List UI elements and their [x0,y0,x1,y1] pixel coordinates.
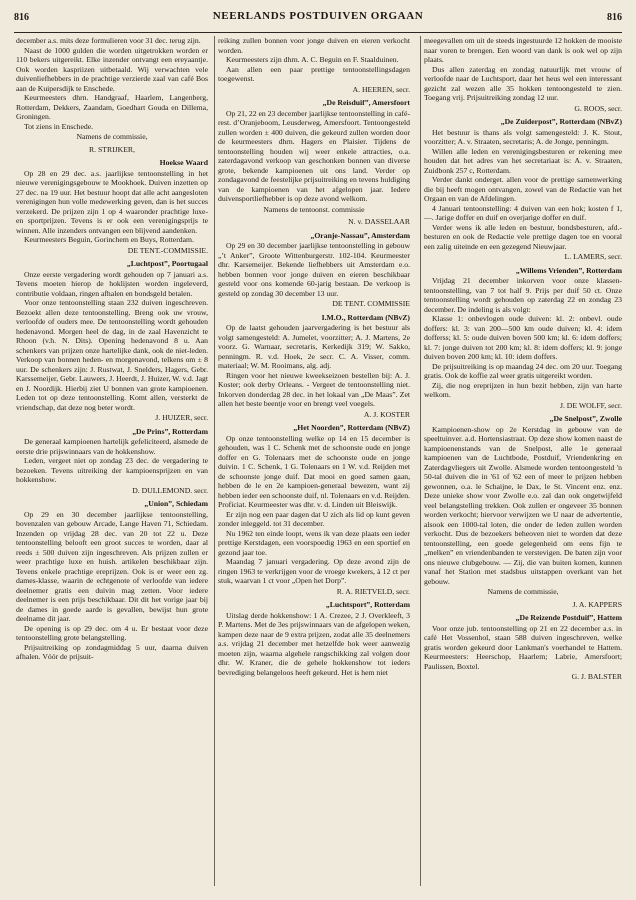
section-heading: „De Snelpost”, Zwolle [549,414,622,423]
paragraph: Keurmeesters zijn dhrn. A. C. Beguin en F. Staalduinen. [226,55,399,64]
page-number-left: 816 [14,12,29,23]
paragraph: De prijsuitreiking is op maandag 24 dec. om 20 uur. Toegang gratis. Ook de koffie zal weer gratis uitgereikt worden. [424,361,622,380]
section-heading: I.M.O., Rotterdam (NBvZ) [321,312,410,322]
paragraph: Ringen voor het nieuwe kweekseizoen bestellen bij: A. J. Koster; ook derby Orleans. - Vergeet de tentoonstelling niet. Inkorven donderdag 28 dec. in het lokaal van „De Maas”. Zet allen het beste beentje voor en brengt veel voegels. [218,370,410,408]
paragraph: Leden, vergeet niet op zondag 23 dec. de vergadering te bezoeken. Tevens uitreiking der kampioensprijzen en van hokkenshow. [16,456,208,484]
section-heading: „De Reizende Postduif”, Hattem [515,613,622,622]
section-heading: „De Reisduif”, Amersfoort [322,98,410,107]
paragraph: Het bestuur is thans als volgt samengesteld: J. K. Stout, voorzitter; A. v. Straaten, secretaris; A. de Jonge, penningm. [424,127,622,146]
signature-name: R. A. RIETVELD, secr. [336,586,410,596]
paragraph: Op onze tentoonstelling welke op 14 en 15 december is gehouden, was 1 C. Schenk met de schoonste oude en jonge doffer en G. Tolenaars met de schoonste oude en jonge duivin. 1 C. Schenk, 1 G. Tolenaars en 1 W. v.d. Reijden met de schoonste jonge duif. Dat mooi en goed samen gaan, hebben de le en 2e kampioen-generaal bewezen, want zij hebben ieder een schoonste duif, nl. Tolenaars en v.d. Reijden. Proficiat. Keurmeester was dhr. v. d. Linden uit Bleiswijk. [218,433,410,509]
section-heading: „De Prins”, Rotterdam [132,426,208,436]
paragraph: Dus allen zaterdag en zondag natuurlijk met vrouw of verloofde naar de Luchtsport, daar het heus wel een interessant gezicht zal wezen alle 35 hokken tentoongesteld te zien. Toegang vrij. Prijsuitreiking zondag 12 uur. [424,64,622,102]
paragraph: Nu 1962 ten einde loopt, wens ik van deze plaats een ieder prettige Kerstdagen, een voorspoedig 1963 en een sportief en gezond jaar toe. [218,528,410,557]
section-heading: „Willems Vrienden”, Rotterdam [515,265,622,275]
page-number-right: 816 [607,12,622,23]
paragraph: Er zijn nog een paar dagen dat U zich als lid op kunt geven zonder inleggeld. tot 31 december. [218,509,410,528]
paragraph: Prijsuitreiking op zondagmiddag 5 uur, daarna duiven afhalen. Vóór de prijsuit- [16,642,208,661]
column-2 [218,36,410,677]
signature-name: G. J. BALSTER [571,672,622,681]
signature-name: A. J. KOSTER [363,409,410,419]
section-heading: „Luchtsport”, Rotterdam [325,600,410,609]
signature-line: Namens de tentoonst. commissie [263,204,365,214]
signature-name: J. HUIZER, secr. [155,413,208,422]
paragraph: december a.s. mits deze formulieren voor 31 dec. terug zijn. [16,36,201,45]
paragraph: De opening is op 29 dec. om 4 u. Er bestaat voor deze tentoonstelling grote belangstelling. [16,623,208,642]
paragraph: Keurmeesters dhrn. Handgraaf, Haarlem, Langenberg, Rotterdam, Dekkers, Zaandam, Goedhart Gouda en Dillema, Groningen. [16,93,208,121]
paragraph: Onze eerste vergadering wordt gehouden op 7 januari a.s. Tevens moeten hierop de hoklijsten worden ingeleverd, contributie voldaan, ringen afhalen en bondsgeld betalen. [16,269,208,298]
paragraph: Vrijdag 21 december inkorven voor onze klassen-tentoonstelling, van 7 tot half 9. Prijs per duif 50 ct. Onze tentoonstelling wordt gehouden op zaterdag 22 en zondag 23 december. De indeling is als volgt: [424,276,622,314]
paragraph: Op 21, 22 en 23 december jaarlijkse tentoonstelling in café-rest. d’Oranjeboom, Leusderweg, Amersfoort. Tentoongesteld zullen worden ± 400 duiven, die gekeurd zullen worden door de keurmeesters dhrn. Hagers en Plaisier. Tijdens de tentoonstelling houden wij weer enkele attracties, o.a. zaterdagavond verkoop van geschonken bonnen van diverse grote, bekende kampioenen uit ons land. Verder op zondagavond de feestelijke prijsuitreiking en tevens huldiging van de kampioenen van het afgelopen jaar. Iedere duivensportliefhebber is op deze avond welkom. [218,108,411,203]
paragraph: Verder wens ik alle leden en bestuur, bondsbesturen, afd.-besturen en ook de Redactie vele prettige dagen toe en vooral een zalig uiteinde en een gezegend Nieuwjaar. [424,222,622,251]
paragraph: 4 Januari tentoonstelling: 4 duiven van een hok; kosten f 1,—. Jarige doffer en duif en overjarige doffer en duif. [424,203,622,222]
section-heading: „De Zuiderpost”, Rotterdam (NBvZ) [500,117,622,126]
paragraph: Keurmeesters Beguin, Gorinchem en Buys, Rotterdam. [24,235,194,244]
section-heading: „Het Noorden”, Rotterdam (NBvZ) [293,423,410,432]
paragraph: Naast de 1000 gulden die worden uitgetrokken worden er 110 bekers uitgereikt. Elke inzender ontvangt een ereyaantje. Ook worden kaspriizen uitbetaald. Wij verwachten vele duivenliefhebbers in de prachtige verzierde zaal van café Bos aan de Kuipersdijk te Enschede. [16,45,208,93]
paragraph: meegevallen om uit de steeds ingestuurde 12 hokken de mooiste naar voren te brengen. Een woord van dank is ook wel op zijn plaats. [424,36,622,64]
paragraph: Klasse 1: onbevlogen oude duiven: kl. 2: onbevl. oude doffers: kl. 3: van 200—500 km oude duiven; kl. 4: idem dofferss; kl. 5: oude duiven boven 500 km; kl. 6: idem doffers; kl. 7: jonge duiven tot 200 km; kl. 8: idem doffers; kl. 9: jonge duiven boven 200 km; kl. 10: idem doffers. [424,314,622,361]
signature-name: DE TENT.-COMMISSIE. [127,245,208,255]
signature-name: N. v. DASSELAAR [348,217,410,226]
signature-line: Namens de commissie, [76,132,148,141]
paragraph: Voor onze tentoonstelling staan 232 duiven ingeschreven. Bezoekt allen deze tentoonstelling. Breng ook uw vrouw, verloofde of ouders mee. De tentoonstelling wordt gehouden hedenavond. Morgen heel de dag, in de zaal Havenzicht te Rhoon (v.h. N. Dits). Opening hedenavond 8 u. Aan schenkers van prijzen onze hartelijke dank, ook de niet-leden. Verkoop van bonnen heden- en morgenavond, telkens om ± 8 uur. De schenkers zijn: J. Rustwat, J. Snelders, Hagers, Gebr. Karssemeijer, Gebr. Lauwers, J. Heerdt, J. Huizer, W. v.d. Jagt en J. Noordijk. Hierbij ziet U bonnen van grote kampioenen. Leden tot op deze tentoonstelling. Komt allen, versterkt de vriendschap, dat deze nog beter wordt. [16,298,208,412]
paragraph: Willen alle leden en verenigingsbesturen er rekening mee houden dat het adres van het secretariaat is: A. v. Straaten, Zuidbonk 257 c, Rotterdam. [424,146,622,175]
paragraph: Tot ziens in Enschede. [24,121,94,131]
section-heading: „Luchtpost”, Poortugaal [126,259,208,268]
paragraph: Kampioenen-show op 2e Kerstdag in gebouw van de speeltuinver. a.d. Hortensiastraat. Op deze show komen naast de kampioenenstands van de Snelpost, alle 1e generaal kampioenen van de Luchtbode, Postduif, Vriendenkring en Zaterdagvliegers uit Zwolle. Alsmede worden tentoongesteld 'n 50-tal duiven die in '61 of '62 een of meer le prijzen hebben gewonnen, o.a. le Schaijne, le Dax, le St. Vincent enz. enz. Deze unieke show voor Zwolle e.o. zal dan ook ongetwijfeld veel belangstelling trekken. Ook zullen er ongeveer 35 bonnen worden verkocht; hiervoor verwijzen we U naar de advertentie, alsook een 1000-tal loten, die onder de leden zullen worden verkocht. Dus de bezoekers beheoven niet te worden dat deze tentoonstelling, een goede gelegenheid om eens fijn te „melken” en vriendenbanden te verstevigen. De baten zijn voor ons nieuwe clubgebouw. — Zij, die van buiten komen, kunnen vanaf het Station met stadsbus uitstappen overkant van het gebouw. [424,424,622,586]
paragraph: Maandag 7 januari vergadering. Op deze avond zijn de ringen 1963 te verkrijgen voor de vroege kwekers, à 12 ct per stuk, waarvan 1 ct voor „Open het Dorp”. [218,557,410,585]
signature-name: J. DE WOLFF, secr. [559,400,622,410]
signature-name: A. HEEREN, secr. [352,84,410,94]
signature-name: L. LAMERS, secr. [564,252,622,261]
signature-line: Namens de commissie, [487,587,559,596]
signature-name: J. A. KAPPERS [572,599,622,609]
paragraph: Op 29 en 30 december jaarlijkse tentoonstelling, bovenzalen van gebouw Arcade, Lange Haven 71, Schiedam. Inzenden op vrijdag 28 dec. van 20 tot 22 u. Deze tentoonstelling belooft een groot succes te worden, daar al reeds ± 500 duiven zijn ingeschreven. Als prijzen zullen er weer prachtige luxe en huish. artikelen beschikbaar zijn. Tevens enkele prachtige ereprijzen. Ook is er weer een zg. dames-klasse, waarin de echtgenote of verloofde van iedere deelnemer gratis een duivin mag zetten. Voor iedere deelnemer is een prijs beschikbaar. Dit dit het vorige jaar bij de dames in goede aarde is gevallen, bewijst hun grote deelname dit jaar. [16,509,208,623]
column-divider [420,36,421,886]
signature-name: R. STRIJKER, [89,144,135,154]
paragraph: Zij, die nog ereprijzen in hun bezit hebben, zijn van harte welkom. [424,380,622,399]
paragraph: Op 29 en 30 december jaarlijkse tentoonstelling in gebouw „’t Anker”, Groote Wittenburgerstr. 102-104. Keurmeester dhr. Karsemeijer. Bekende liefhebbers uit Amsterdam e.o. hebben bonnen voor jonge duiven en eieren beschikbaar gesteld voor ons komende 60-jarig bestaan. De verkoop is gesteld op zondag 30 december 13 uur. [218,241,410,298]
column-3 [424,36,622,685]
page-header [14,10,622,33]
section-heading: „Oranje-Nassau”, Amsterdam [310,230,410,240]
paragraph: reiking zullen bonnen voor jonge duiven en eieren verkocht worden. [218,36,410,55]
paragraph: Op de laatst gehouden jaarvergadering is het bestuur als volgt samengesteld: A. Jumelet, voorzitter; A. J. Martens, 2e voorz. G. Warnaar, secretaris, Kerkedijk 319; W. Sakko, penningm. R. v.d. Hoek, 2e secr. C. A. Visser, comm. materiaal; W. M. Rooimans, alg. adj. [218,323,410,370]
journal-title: NEERLANDS POSTDUIVEN ORGAAN [212,10,424,22]
paragraph: Voor onze jub. tentoonstelling op 21 en 22 december a.s. in café Het Vossenhol, staan 588 duiven ingeschreven, welke gratis worden gekeurd door Lankman's voerhandel te Hattem. Keurmeesters: Heerschop, Haarlem; Labrie, Amersfoort; Paulissen, Boxtel. [424,623,622,671]
paragraph: Aan allen een paar prettige tentoonstellingsdagen toegewenst. [218,64,410,83]
paragraph: Uitslag derde hokkenshow: 1 A. Crezee, 2 J. Overkleeft, 3 P. Martens. Met de 3es prijswinnaars van de afgelopen weken, kampen deze naar de 9 extra prijzen, zodat alle 35 deelnemers a.s. vrijdag 21 december met hetzelfde hok weer aanwezig moeten zijn, waarna algehele rangschikking zal volgen door dhr. W. Kraner, die de gehele hokkenshow tot ieders bevrediging belangeloos heeft gekeurd. Het is hem niet [218,610,410,677]
article-columns [16,36,622,886]
signature-name: D. DULLEMOND. secr. [132,485,208,495]
paragraph: Verder dankt onderget. allen voor de prettige samenwerking die bij heeft mogen ontvangen, zowel van de Redactie van het Orgaan en van de Afdelingen. [424,175,622,203]
paragraph: Op 28 en 29 dec. a.s. jaarlijkse tentoonstelling in het nieuwe verenigingsgebouw te Mookhoek. Duiven inzetten op 27 dec. na 19 uur. Het bestuur hoopt dat alle acht aangesloten verenigingen hun volle medewerking geven, dan is het succes verzekerd. De prijzen zijn 1 op 4 waaronder prachtige luxe- en sportprijzen. Tevens is er ook een verenigingsprijs te winnen. Alle inzenders ontvangen een blijvend aandenken. [16,168,208,235]
section-heading: „Union”, Schiedam [144,499,208,508]
signature-name: DE TENT. COMMISSIE [332,299,410,308]
column-1 [16,36,208,662]
section-heading: Hoekse Waard [159,158,208,167]
column-divider [214,36,215,886]
signature-name: G. ROOS, secr. [574,103,622,113]
paragraph: De generaal kampioenen hartelijk gefeliciteerd, alsmede de eerste drie prijswinnaars van de hokkenshow. [16,437,208,456]
